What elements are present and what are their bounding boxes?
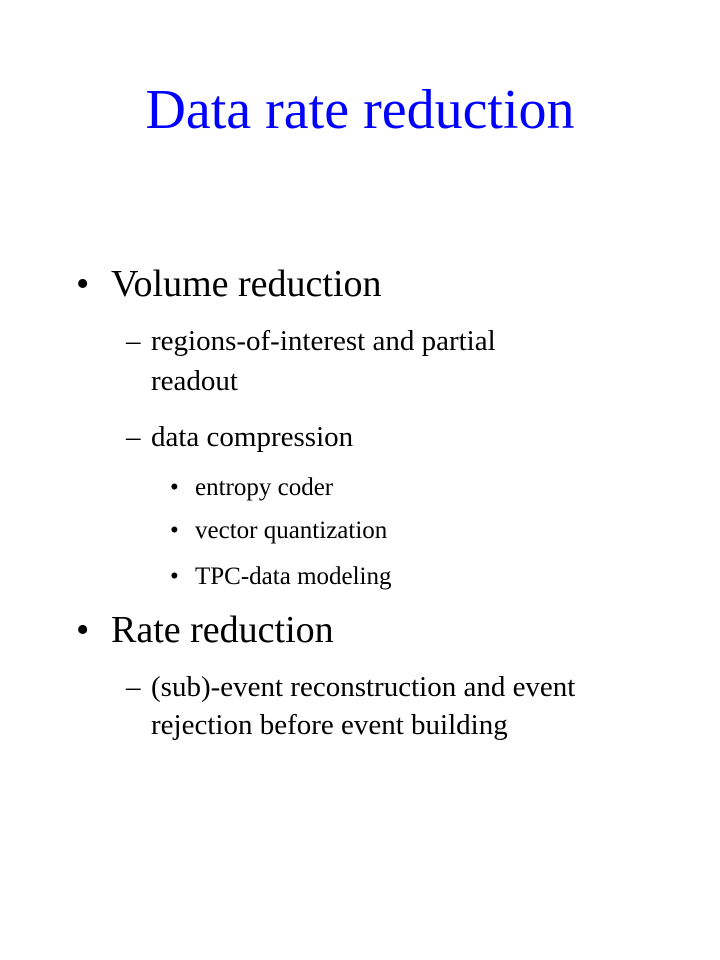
bullet-icon: • (170, 563, 179, 590)
item-sub-event-reconstruction-line-2: rejection before event building (151, 709, 508, 741)
slide-title: Data rate reduction (145, 79, 575, 141)
item-regions-of-interest-line-2: readout (151, 365, 238, 397)
dash-bullet-icon: – (126, 671, 141, 703)
item-data-compression: data compression (151, 421, 354, 453)
item-regions-of-interest-line-1: regions-of-interest and partial (151, 325, 496, 357)
bullet-icon: • (76, 609, 90, 651)
bullet-icon: • (76, 263, 90, 305)
bullet-icon: • (170, 517, 179, 544)
section-heading-rate-reduction: Rate reduction (111, 609, 334, 651)
dash-bullet-icon: – (126, 325, 141, 357)
subitem-tpc-data-modeling: TPC-data modeling (195, 563, 392, 590)
dash-bullet-icon: – (126, 421, 141, 453)
item-sub-event-reconstruction-line-1: (sub)-event reconstruction and event (151, 671, 576, 703)
bullet-icon: • (170, 474, 179, 501)
section-heading-volume-reduction: Volume reduction (111, 263, 382, 305)
subitem-entropy-coder: entropy coder (195, 474, 334, 501)
subitem-vector-quantization: vector quantization (195, 517, 388, 544)
